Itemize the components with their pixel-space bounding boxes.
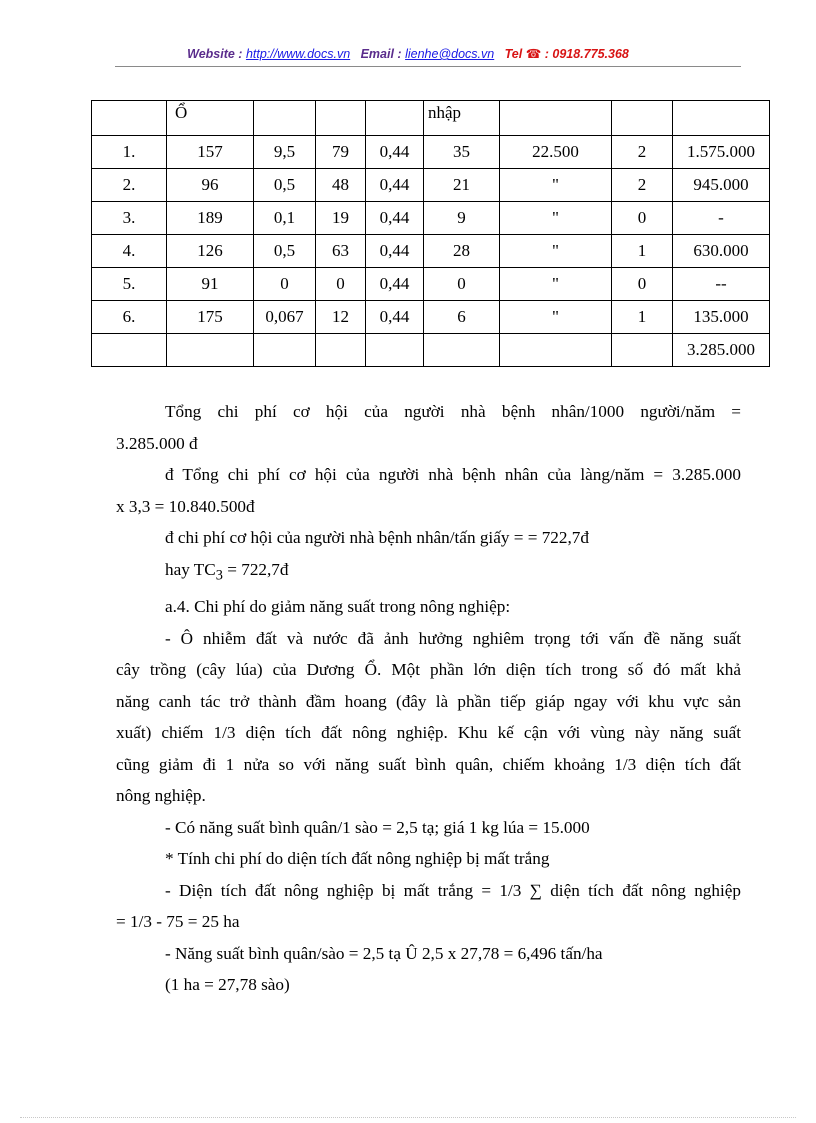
paragraph: = 1/3 - 75 = 25 ha [116, 912, 240, 932]
table-cell [612, 334, 673, 367]
paragraph: Tổng chi phí cơ hội của người nhà bệnh nhân/1000 người/năm = [165, 402, 741, 421]
table-header-row [92, 101, 770, 136]
table-cell [92, 101, 167, 136]
table-cell [316, 334, 366, 367]
document-body [116, 396, 741, 1001]
website-link[interactable]: http://www.docs.vn [245, 47, 351, 61]
table-cell: 35 [424, 136, 500, 169]
table-cell: 5. [92, 268, 167, 301]
table-cell: 0,5 [254, 169, 316, 202]
email-link[interactable]: lienhe@docs.vn [405, 47, 495, 61]
paragraph [116, 554, 741, 592]
table-cell: 79 [316, 136, 366, 169]
paragraph: 3.285.000 đ [116, 433, 198, 453]
table-cell: 6 [424, 301, 500, 334]
table-cell: nhập [424, 101, 500, 136]
table-cell [366, 101, 424, 136]
table-cell: " [500, 235, 612, 268]
table-cell: 0 [316, 268, 366, 301]
table-cell: 1.575.000 [673, 136, 770, 169]
table-cell: 0,44 [366, 136, 424, 169]
paragraph: nông nghiệp. [116, 786, 206, 806]
table-cell: 0 [254, 268, 316, 301]
table-cell: 9 [424, 202, 500, 235]
table-cell: 945.000 [673, 169, 770, 202]
subscript: 3 [215, 566, 223, 583]
table-cell: 48 [316, 169, 366, 202]
table-cell: 6. [92, 301, 167, 334]
footer-divider [20, 1117, 796, 1118]
paragraph: - Có năng suất bình quân/1 sào = 2,5 tạ; giá 1 kg lúa = 15.000 [165, 817, 590, 837]
table-total-row [92, 334, 770, 367]
paragraph: * Tính chi phí do diện tích đất nông nghiệp bị mất trắng [165, 849, 550, 869]
paragraph: - Ô nhiễm đất và nước đã ảnh hưởng nghiêm trọng tới vấn đề năng suất [165, 628, 741, 648]
table-cell: 1 [612, 301, 673, 334]
table-cell [673, 101, 770, 136]
table-cell [366, 334, 424, 367]
paragraph: - Diện tích đất nông nghiệp bị mất trắng = 1/3 ∑ diện tích đất nông nghiệp [165, 880, 741, 900]
table-cell [316, 101, 366, 136]
table-cell: 0,44 [366, 268, 424, 301]
table-cell: 0,44 [366, 202, 424, 235]
table-cell: 2 [612, 169, 673, 202]
table-row [92, 202, 770, 235]
table-cell: - [673, 202, 770, 235]
table-cell: 19 [316, 202, 366, 235]
table-cell: 4. [92, 235, 167, 268]
table-cell: 0,44 [366, 169, 424, 202]
table-cell: 0,1 [254, 202, 316, 235]
paragraph: - Năng suất bình quân/sào = 2,5 tạ Û 2,5 x 27,78 = 6,496 tấn/ha [165, 943, 603, 963]
table-cell: 63 [316, 235, 366, 268]
table-cell: 126 [167, 235, 254, 268]
table-cell: 12 [316, 301, 366, 334]
table-cell: " [500, 301, 612, 334]
table-cell: 2 [612, 136, 673, 169]
table-cell: 0,5 [254, 235, 316, 268]
page-header [0, 46, 816, 61]
paragraph: năng canh tác trở thành đầm hoang (đây là phần tiếp giáp ngay với khu vực sản [116, 691, 741, 711]
table-cell: 9,5 [254, 136, 316, 169]
table-cell [167, 334, 254, 367]
text-run: = 722,7đ [222, 559, 289, 579]
table-cell: 189 [167, 202, 254, 235]
table-cell: 1. [92, 136, 167, 169]
table-cell: " [500, 169, 612, 202]
table-cell: 22.500 [500, 136, 612, 169]
table-cell: " [500, 202, 612, 235]
table-cell [254, 101, 316, 136]
tel-label: Tel ☎ : [504, 47, 549, 61]
table-cell: 0,44 [366, 235, 424, 268]
tel-value: 0918.775.368 [552, 47, 629, 61]
paragraph: cũng giảm đi 1 nửa so với năng suất bình quân, chiếm khoảng 1/3 diện tích đất [116, 754, 741, 774]
table-cell: 0 [612, 268, 673, 301]
paragraph: (1 ha = 27,78 sào) [165, 975, 290, 995]
table-cell [500, 334, 612, 367]
table-row [92, 169, 770, 202]
website-label: Website : [187, 47, 243, 61]
paragraph: x 3,3 = 10.840.500đ [116, 496, 255, 516]
table-cell: 1 [612, 235, 673, 268]
table-cell: 135.000 [673, 301, 770, 334]
table-cell: 0 [424, 268, 500, 301]
table-cell: 0,067 [254, 301, 316, 334]
table-cell: 28 [424, 235, 500, 268]
table-cell [254, 334, 316, 367]
table-cell: 96 [167, 169, 254, 202]
table-cell: 21 [424, 169, 500, 202]
table-cell: 630.000 [673, 235, 770, 268]
table-cell [92, 334, 167, 367]
table-row [92, 136, 770, 169]
table-row [92, 235, 770, 268]
table-cell: Ổ [167, 101, 254, 136]
paragraph: đ chi phí cơ hội của người nhà bệnh nhân/tấn giấy = = 722,7đ [165, 528, 589, 547]
paragraph: cây trồng (cây lúa) của Dương Ổ. Một phần lớn diện tích trong số đó mất khả [116, 660, 741, 680]
section-heading: a.4. Chi phí do giảm năng suất trong nông nghiệp: [165, 597, 511, 617]
table-cell: 0 [612, 202, 673, 235]
table-cell [612, 101, 673, 136]
text-run: hay TC [165, 559, 216, 579]
cost-table [91, 100, 770, 367]
table-row [92, 301, 770, 334]
table-cell: 175 [167, 301, 254, 334]
table-row [92, 268, 770, 301]
header-divider [115, 66, 741, 67]
table-cell [424, 334, 500, 367]
table-cell: 91 [167, 268, 254, 301]
table-cell: 3. [92, 202, 167, 235]
table-cell: 0,44 [366, 301, 424, 334]
email-label: Email : [360, 47, 402, 61]
table-cell: -- [673, 268, 770, 301]
paragraph: xuất) chiếm 1/3 diện tích đất nông nghiệp. Khu kế cận với vùng này năng suất [116, 723, 741, 743]
table-cell: 157 [167, 136, 254, 169]
paragraph: đ Tổng chi phí cơ hội của người nhà bệnh nhân của làng/năm = 3.285.000 [165, 465, 741, 484]
table-cell: 3.285.000 [673, 334, 770, 367]
table-cell: 2. [92, 169, 167, 202]
table-cell: " [500, 268, 612, 301]
table-cell [500, 101, 612, 136]
